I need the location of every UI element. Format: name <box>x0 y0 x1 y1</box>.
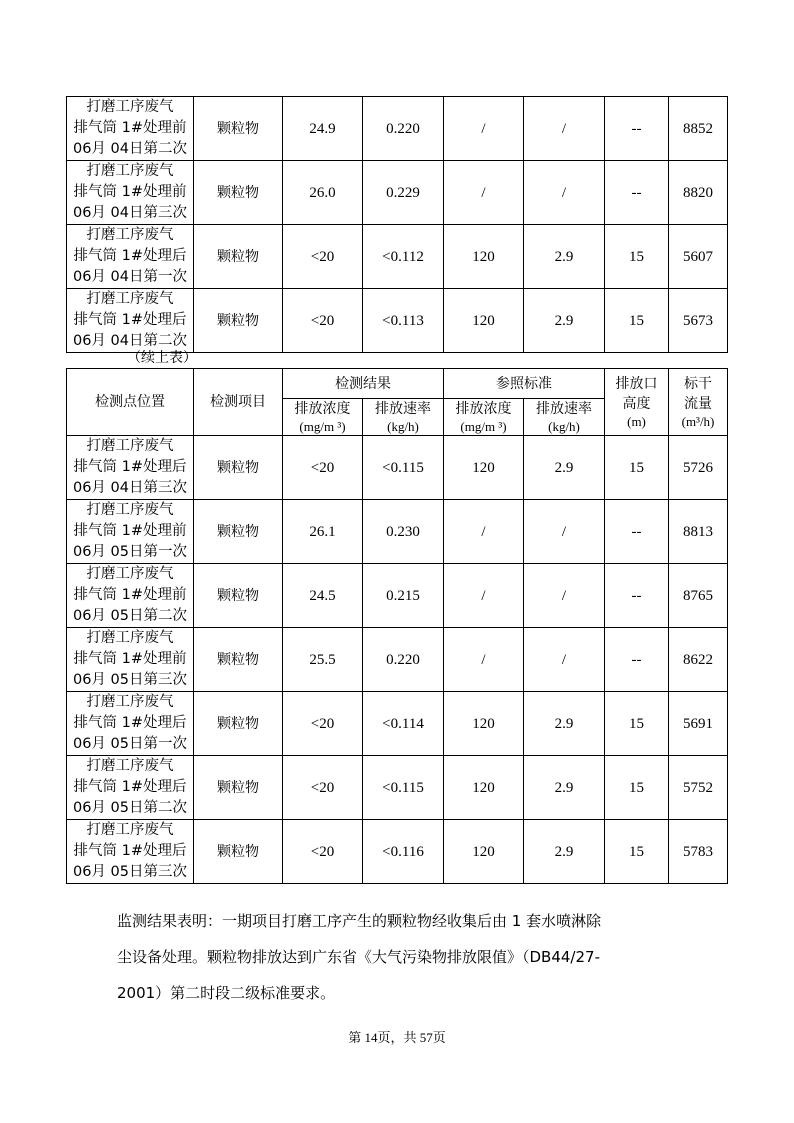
cell-conc: <20 <box>283 289 363 353</box>
cell-flow: 5673 <box>669 289 728 353</box>
location-line: 打磨工序废气 <box>86 438 174 454</box>
table-bottom-body <box>67 436 728 884</box>
cell-item: 颗粒物 <box>194 628 283 692</box>
cell-std-conc: 120 <box>444 289 524 353</box>
cell-item: 颗粒物 <box>194 820 283 884</box>
location-line: 06月 05日第二次 <box>72 608 187 624</box>
cell-flow: 5691 <box>669 692 728 756</box>
cell-location <box>67 97 194 161</box>
cell-height: -- <box>605 564 669 628</box>
cell-location <box>67 500 194 564</box>
header-flow: 标干 流量 (m³/h) <box>669 369 728 436</box>
cell-item: 颗粒物 <box>194 289 283 353</box>
cell-std-conc: / <box>444 500 524 564</box>
header-result-group: 检测结果 <box>283 369 444 399</box>
cell-flow: 5726 <box>669 436 728 500</box>
cell-location <box>67 225 194 289</box>
cell-std-rate: / <box>524 97 605 161</box>
location-line: 打磨工序废气 <box>86 227 174 243</box>
location-line: 打磨工序废气 <box>86 99 174 115</box>
header-rate: 排放速率 (kg/h) <box>363 399 444 436</box>
conclusion-line-1: 监测结果表明：一期项目打磨工序产生的颗粒物经收集后由 1 套水喷淋除 <box>117 912 602 930</box>
location-line: 排气筒 1#处理前 <box>73 523 187 539</box>
cell-rate: 0.230 <box>363 500 444 564</box>
cell-item: 颗粒物 <box>194 436 283 500</box>
cell-flow: 8820 <box>669 161 728 225</box>
table-row <box>67 820 728 884</box>
cell-flow: 5752 <box>669 756 728 820</box>
table-header <box>67 369 728 436</box>
cell-std-conc: / <box>444 628 524 692</box>
cell-location <box>67 289 194 353</box>
cell-height: 15 <box>605 225 669 289</box>
location-line: 排气筒 1#处理前 <box>73 651 187 667</box>
table-row <box>67 628 728 692</box>
cell-rate: 0.220 <box>363 97 444 161</box>
cell-rate: <0.112 <box>363 225 444 289</box>
cell-conc: 26.0 <box>283 161 363 225</box>
cell-flow: 5783 <box>669 820 728 884</box>
cell-conc: 25.5 <box>283 628 363 692</box>
table-row <box>67 289 728 353</box>
cell-location <box>67 564 194 628</box>
cell-std-rate: 2.9 <box>524 756 605 820</box>
cell-item: 颗粒物 <box>194 756 283 820</box>
cell-std-conc: / <box>444 564 524 628</box>
cell-rate: 0.229 <box>363 161 444 225</box>
cell-rate: <0.116 <box>363 820 444 884</box>
cell-std-rate: 2.9 <box>524 692 605 756</box>
table-top-body <box>67 97 728 353</box>
table-row <box>67 564 728 628</box>
cell-std-rate: / <box>524 161 605 225</box>
table-row <box>67 161 728 225</box>
header-item: 检测项目 <box>194 369 283 436</box>
table-row <box>67 692 728 756</box>
cell-std-rate: 2.9 <box>524 225 605 289</box>
cell-conc: 24.9 <box>283 97 363 161</box>
location-line: 排气筒 1#处理后 <box>73 459 187 475</box>
cell-std-rate: / <box>524 628 605 692</box>
cell-conc: <20 <box>283 436 363 500</box>
conclusion-line-3: 2001）第二时段二级标准要求。 <box>117 984 336 1002</box>
location-line: 排气筒 1#处理后 <box>73 779 187 795</box>
location-line: 06月 05日第三次 <box>72 672 187 688</box>
cell-rate: <0.114 <box>363 692 444 756</box>
location-line: 排气筒 1#处理前 <box>73 120 187 136</box>
cell-std-rate: 2.9 <box>524 289 605 353</box>
cell-std-rate: 2.9 <box>524 436 605 500</box>
cell-rate: 0.220 <box>363 628 444 692</box>
cell-std-conc: / <box>444 97 524 161</box>
cell-item: 颗粒物 <box>194 692 283 756</box>
location-line: 打磨工序废气 <box>86 566 174 582</box>
cell-item: 颗粒物 <box>194 161 283 225</box>
location-line: 排气筒 1#处理后 <box>73 843 187 859</box>
cell-height: 15 <box>605 820 669 884</box>
cell-location <box>67 628 194 692</box>
cell-std-rate: 2.9 <box>524 820 605 884</box>
location-line: 排气筒 1#处理前 <box>73 184 187 200</box>
cell-flow: 8765 <box>669 564 728 628</box>
cell-height: -- <box>605 97 669 161</box>
cell-conc: 24.5 <box>283 564 363 628</box>
location-line: 06月 05日第三次 <box>72 864 187 880</box>
cell-rate: <0.115 <box>363 436 444 500</box>
header-std-conc: 排放浓度 (mg/m ³) <box>444 399 524 436</box>
emission-table-top <box>66 96 728 353</box>
cell-conc: <20 <box>283 225 363 289</box>
cell-location <box>67 161 194 225</box>
location-line: 打磨工序废气 <box>86 502 174 518</box>
cell-height: 15 <box>605 756 669 820</box>
cell-conc: 26.1 <box>283 500 363 564</box>
location-line: 打磨工序废气 <box>86 630 174 646</box>
cell-height: -- <box>605 161 669 225</box>
location-line: 打磨工序废气 <box>86 163 174 179</box>
table-row <box>67 436 728 500</box>
location-line: 06月 04日第三次 <box>72 480 187 496</box>
cell-rate: <0.113 <box>363 289 444 353</box>
cell-std-conc: 120 <box>444 820 524 884</box>
cell-location <box>67 692 194 756</box>
cell-conc: <20 <box>283 756 363 820</box>
page-footer: 第 14页，共 57页 <box>348 1030 446 1045</box>
cell-location <box>67 436 194 500</box>
continued-caption: （续上表） <box>127 350 197 366</box>
cell-flow: 8622 <box>669 628 728 692</box>
cell-height: 15 <box>605 692 669 756</box>
cell-item: 颗粒物 <box>194 225 283 289</box>
cell-location <box>67 820 194 884</box>
location-line: 排气筒 1#处理前 <box>73 587 187 603</box>
cell-std-conc: 120 <box>444 225 524 289</box>
location-line: 打磨工序废气 <box>86 694 174 710</box>
cell-std-rate: / <box>524 564 605 628</box>
table-row <box>67 97 728 161</box>
location-line: 06月 04日第二次 <box>72 333 187 349</box>
location-line: 排气筒 1#处理后 <box>73 248 187 264</box>
header-height: 排放口 高度 (m) <box>605 369 669 436</box>
cell-flow: 5607 <box>669 225 728 289</box>
cell-item: 颗粒物 <box>194 500 283 564</box>
cell-std-conc: 120 <box>444 756 524 820</box>
cell-std-conc: 120 <box>444 692 524 756</box>
location-line: 排气筒 1#处理后 <box>73 312 187 328</box>
location-line: 打磨工序废气 <box>86 822 174 838</box>
cell-conc: <20 <box>283 692 363 756</box>
cell-flow: 8813 <box>669 500 728 564</box>
cell-std-rate: / <box>524 500 605 564</box>
conclusion-line-2: 尘设备处理。颗粒物排放达到广东省《大气污染物排放限值》（DB44/27- <box>117 948 600 966</box>
cell-rate: 0.215 <box>363 564 444 628</box>
cell-flow: 8852 <box>669 97 728 161</box>
cell-item: 颗粒物 <box>194 564 283 628</box>
header-location: 检测点位置 <box>67 369 194 436</box>
cell-height: -- <box>605 500 669 564</box>
location-line: 06月 05日第二次 <box>72 800 187 816</box>
location-line: 06月 04日第二次 <box>72 141 187 157</box>
location-line: 排气筒 1#处理后 <box>73 715 187 731</box>
emission-table-bottom <box>66 368 728 884</box>
header-std-rate: 排放速率 (kg/h) <box>524 399 605 436</box>
cell-conc: <20 <box>283 820 363 884</box>
location-line: 打磨工序废气 <box>86 758 174 774</box>
table-row <box>67 500 728 564</box>
cell-height: 15 <box>605 436 669 500</box>
header-conc: 排放浓度 (mg/m ³) <box>283 399 363 436</box>
table-row <box>67 225 728 289</box>
location-line: 打磨工序废气 <box>86 291 174 307</box>
location-line: 06月 04日第三次 <box>72 205 187 221</box>
location-line: 06月 04日第一次 <box>72 269 187 285</box>
header-standard-group: 参照标准 <box>444 369 605 399</box>
cell-std-conc: 120 <box>444 436 524 500</box>
table-row <box>67 756 728 820</box>
cell-location <box>67 756 194 820</box>
cell-rate: <0.115 <box>363 756 444 820</box>
cell-std-conc: / <box>444 161 524 225</box>
location-line: 06月 05日第一次 <box>72 736 187 752</box>
cell-height: -- <box>605 628 669 692</box>
location-line: 06月 05日第一次 <box>72 544 187 560</box>
cell-item: 颗粒物 <box>194 97 283 161</box>
cell-height: 15 <box>605 289 669 353</box>
